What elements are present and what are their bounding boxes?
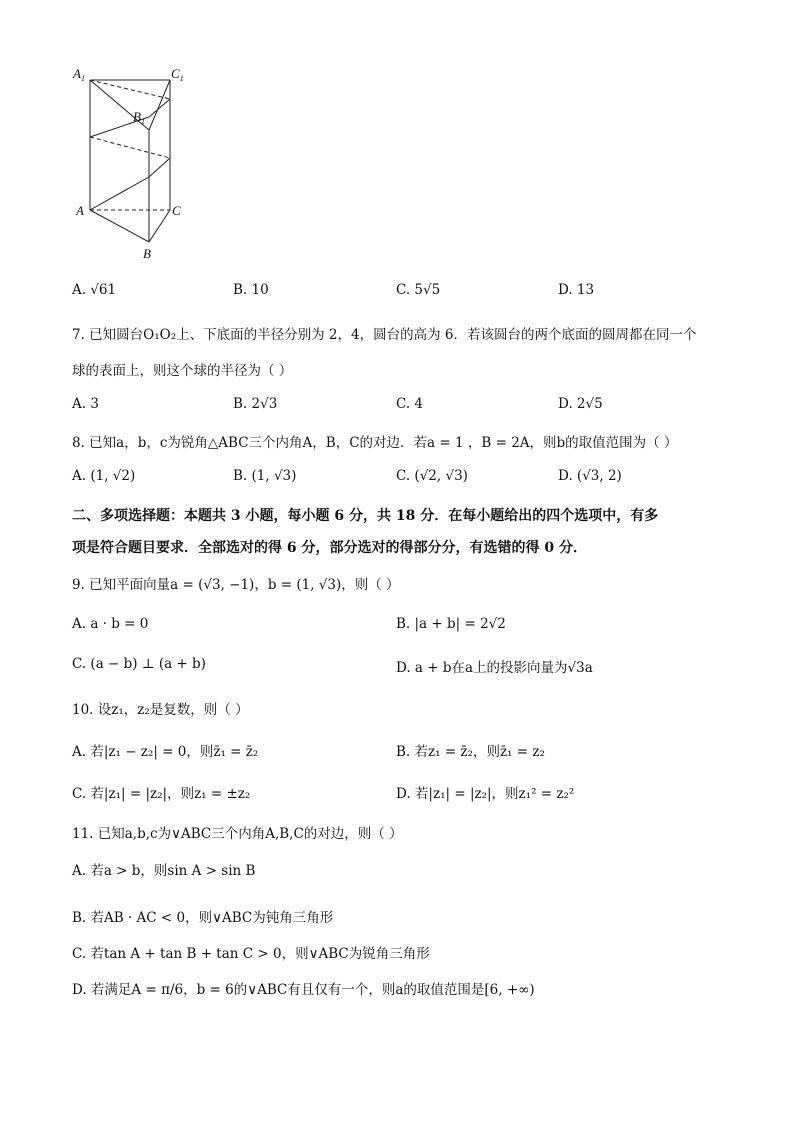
label-b1: $B_1$ — [133, 109, 145, 126]
q8-option-d[interactable]: D. (√3, 2) — [558, 468, 622, 484]
q11-stem: 11. 已知a,b,c为∨ABC三个内角A,B,C的对边，则（ ） — [72, 826, 403, 842]
q6-option-a[interactable]: A. √61 — [72, 282, 117, 298]
label-c: C — [172, 203, 181, 218]
q6-option-b[interactable]: B. 10 — [233, 282, 269, 298]
label-c1: $C_1$ — [171, 66, 184, 83]
q9-option-a[interactable]: A. a · b = 0 — [72, 616, 149, 632]
q7-option-b[interactable]: B. 2√3 — [233, 396, 278, 412]
q10-option-b[interactable]: B. 若z₁ = z̄₂，则z̄₁ = z₂ — [396, 744, 545, 760]
q9-stem: 9. 已知平面向量a = (√3, −1)，b = (1, √3)，则（ ） — [72, 577, 400, 593]
q9-option-b[interactable]: B. |a + b| = 2√2 — [396, 616, 506, 632]
q7-stem-line2: 球的表面上，则这个球的半径为（ ） — [72, 363, 293, 379]
q10-option-d[interactable]: D. 若|z₁| = |z₂|，则z₁² = z₂² — [396, 786, 575, 802]
q7-option-d[interactable]: D. 2√5 — [558, 396, 603, 412]
label-b: B — [143, 246, 151, 261]
q7-stem-line1: 7. 已知圆台O₁O₂上、下底面的半径分别为 2，4，圆台的高为 6．若该圆台的两个底面的圆周都在同一个 — [72, 327, 697, 343]
q10-stem: 10. 设z₁，z₂是复数，则（ ） — [72, 702, 249, 718]
q6-option-c[interactable]: C. 5√5 — [396, 282, 441, 298]
q10-option-a[interactable]: A. 若|z₁ − z₂| = 0，则z̄₁ = z̄₂ — [72, 744, 259, 760]
q11-option-b[interactable]: B. 若AB · AC < 0，则∨ABC为钝角三角形 — [72, 910, 334, 926]
q7-option-c[interactable]: C. 4 — [396, 396, 424, 412]
section2-heading-line2: 项是符合题目要求．全部选对的得 6 分，部分选对的得部分分，有选错的得 0 分． — [72, 540, 587, 556]
q9-option-c[interactable]: C. (a − b) ⊥ (a + b) — [72, 656, 206, 672]
q8-option-a[interactable]: A. (1, √2) — [72, 468, 136, 484]
section2-heading-line1: 二、多项选择题：本题共 3 小题，每小题 6 分，共 18 分．在每小题给出的四个选项中，有多 — [72, 508, 659, 524]
q9-option-d[interactable]: D. a + b在a上的投影向量为√3a — [396, 660, 593, 676]
q11-option-d[interactable]: D. 若满足A = π/6，b = 6的∨ABC有且仅有一个，则a的取值范围是[6, +∞) — [72, 982, 535, 998]
q11-option-c[interactable]: C. 若tan A + tan B + tan C > 0，则∨ABC为锐角三角形 — [72, 946, 430, 962]
q8-stem: 8. 已知a，b，c为锐角△ABC三个内角A，B，C的对边．若a = 1 ，B = 2A，则b的取值范围为（ ） — [72, 435, 678, 451]
q10-option-c[interactable]: C. 若|z₁| = |z₂|，则z₁ = ±z₂ — [72, 786, 251, 802]
label-a1: $A_1$ — [73, 66, 85, 83]
q7-option-a[interactable]: A. 3 — [72, 396, 99, 412]
prism-figure — [70, 64, 200, 264]
q8-option-b[interactable]: B. (1, √3) — [233, 468, 297, 484]
q6-option-d[interactable]: D. 13 — [558, 282, 595, 298]
label-a: A — [76, 203, 84, 218]
q11-option-a[interactable]: A. 若a > b，则sin A > sin B — [72, 863, 256, 879]
q8-option-c[interactable]: C. (√2, √3) — [396, 468, 468, 484]
